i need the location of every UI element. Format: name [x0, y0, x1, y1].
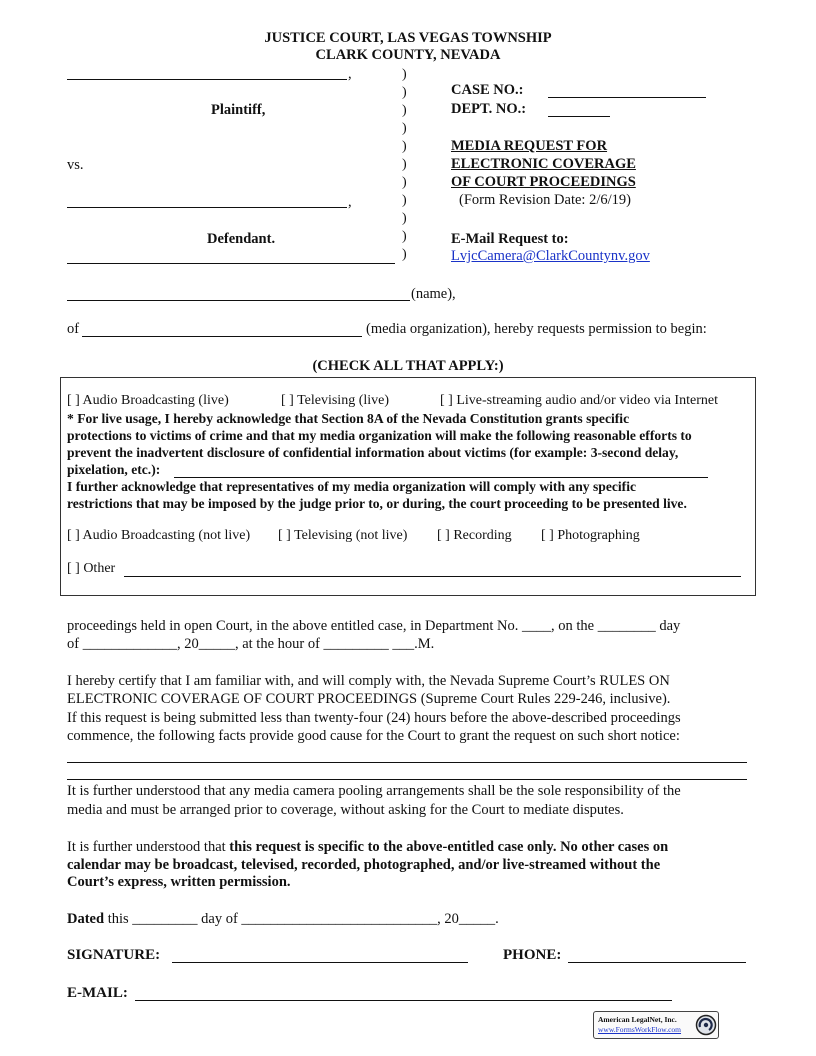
signature-field[interactable]: [172, 962, 468, 963]
forms-workflow-logo: [593, 1011, 719, 1039]
caption-paren: ): [402, 211, 407, 226]
certify-line3: If this request is being submitted less than twenty-four (24) hours before the above-described proceedings: [67, 710, 681, 726]
caption-paren: ): [402, 175, 407, 190]
logo-globe-icon: [695, 1014, 717, 1036]
caption-paren: ): [402, 157, 407, 172]
checkbox-audio-live[interactable]: [ ] Audio Broadcasting (live): [67, 393, 229, 408]
media-organization-label: (media organization), hereby requests permission to begin:: [366, 321, 707, 337]
caption-bottom-line: [67, 263, 395, 264]
dept-no-field[interactable]: [548, 116, 610, 117]
caption-paren: ): [402, 229, 407, 244]
caption-paren: ): [402, 247, 407, 262]
good-cause-field-1[interactable]: [67, 762, 747, 763]
proceedings-line2: of _____________, 20_____, at the hour of _________ ___.M.: [67, 636, 435, 652]
form-title-line3: OF COURT PROCEEDINGS: [451, 174, 636, 190]
plaintiff-comma: ,: [348, 66, 352, 82]
certify-line4: commence, the following facts provide good cause for the Court to grant the request on such short notice:: [67, 728, 680, 744]
proceedings-line1: proceedings held in open Court, in the above entitled case, in Department No. ____, on the ________ day: [67, 618, 681, 634]
dept-no-label: DEPT. NO.:: [451, 101, 527, 117]
victim-ack-line3: prevent the inadvertent disclosure of confidential information about victims (for example: 3-second delay,: [67, 445, 679, 460]
victim-ack-line4: pixelation, etc.):: [67, 462, 161, 477]
certify-line1: I hereby certify that I am familiar with, and will comply with, the Nevada Supreme Court’s RULES ON: [67, 673, 670, 689]
checkbox-photographing[interactable]: [ ] Photographing: [541, 528, 640, 543]
name-field[interactable]: [67, 300, 410, 301]
of-label: of: [67, 321, 80, 337]
versus-label: vs.: [67, 157, 84, 173]
certify-line2: ELECTRONIC COVERAGE OF COURT PROCEEDINGS (Supreme Court Rules 229-246, inclusive).: [67, 691, 671, 707]
form-revision-date: (Form Revision Date: 2/6/19): [459, 192, 631, 208]
form-title-line1: MEDIA REQUEST FOR: [451, 138, 608, 154]
case-no-field[interactable]: [548, 97, 706, 98]
victim-ack-line2: protections to victims of crime and that my media organization will make the following reasonable efforts to: [67, 428, 692, 443]
caption-paren: ): [402, 121, 407, 136]
victim-ack-line1: * For live usage, I hereby acknowledge that Section 8A of the Nevada Constitution grants specific: [67, 411, 630, 426]
logo-website: www.FormsWorkFlow.com: [598, 1025, 682, 1034]
dated-rest: this _________ day of ___________________________, 20_____.: [104, 911, 499, 927]
media-organization-field[interactable]: [82, 336, 362, 337]
restrictions-ack-line1: I further acknowledge that representatives of my media organization will comply with any specific: [67, 479, 636, 494]
specific-line2: calendar may be broadcast, televised, recorded, photographed, and/or live-streamed without the: [67, 857, 661, 873]
good-cause-field-2[interactable]: [67, 779, 747, 780]
defendant-comma: ,: [348, 194, 352, 210]
plaintiff-label: Plaintiff,: [211, 102, 266, 118]
checkbox-live-streaming[interactable]: [ ] Live-streaming audio and/or video via Internet: [440, 393, 718, 408]
checkbox-televising-live[interactable]: [ ] Televising (live): [281, 393, 390, 408]
county-name: CLARK COUNTY, NEVADA: [315, 47, 501, 63]
case-no-label: CASE NO.:: [451, 82, 524, 98]
caption-paren: ): [402, 193, 407, 208]
dated-line: [67, 911, 499, 928]
specific-line1-plain: It is further understood that: [67, 839, 230, 855]
pooling-line2: media and must be arranged prior to coverage, without asking for the Court to mediate disputes.: [67, 802, 624, 818]
dated-label: Dated: [67, 911, 105, 927]
checkbox-recording[interactable]: [ ] Recording: [437, 528, 512, 543]
phone-field[interactable]: [568, 962, 746, 963]
check-all-heading: (CHECK ALL THAT APPLY:): [312, 358, 504, 374]
email-link[interactable]: LvjcCamera@ClarkCountynv.gov: [451, 248, 650, 264]
defendant-name-line[interactable]: [67, 207, 347, 208]
name-label: (name),: [411, 286, 456, 302]
checkbox-other[interactable]: [ ] Other: [67, 561, 116, 576]
checkbox-audio-not-live[interactable]: [ ] Audio Broadcasting (not live): [67, 528, 251, 543]
specific-line1-bold: this request is specific to the above-entitled case only. No other cases on: [229, 839, 669, 855]
other-field[interactable]: [124, 576, 741, 577]
caption-paren: ): [402, 85, 407, 100]
logo-company: American LegalNet, Inc.: [598, 1015, 677, 1024]
specific-line3: Court’s express, written permission.: [67, 874, 291, 890]
defendant-label: Defendant.: [207, 231, 276, 247]
caption-paren: ): [402, 67, 407, 82]
reasonable-efforts-field[interactable]: [174, 477, 708, 478]
specific-line1: [67, 839, 668, 856]
pooling-line1: It is further understood that any media camera pooling arrangements shall be the sole responsibility of the: [67, 783, 681, 799]
caption-paren: ): [402, 139, 407, 154]
checkbox-televising-not-live[interactable]: [ ] Televising (not live): [278, 528, 408, 543]
email-field[interactable]: [135, 1000, 672, 1001]
court-name: JUSTICE COURT, LAS VEGAS TOWNSHIP: [264, 30, 552, 46]
restrictions-ack-line2: restrictions that may be imposed by the judge prior to, or during, the court proceeding to be presented live.: [67, 496, 687, 511]
signature-label: SIGNATURE:: [67, 947, 161, 963]
plaintiff-name-line[interactable]: [67, 79, 347, 80]
caption-paren: ): [402, 103, 407, 118]
form-title-line2: ELECTRONIC COVERAGE: [451, 156, 636, 172]
phone-label: PHONE:: [503, 947, 562, 963]
email-request-label: E-Mail Request to:: [451, 231, 569, 247]
email-label: E-MAIL:: [67, 985, 128, 1001]
